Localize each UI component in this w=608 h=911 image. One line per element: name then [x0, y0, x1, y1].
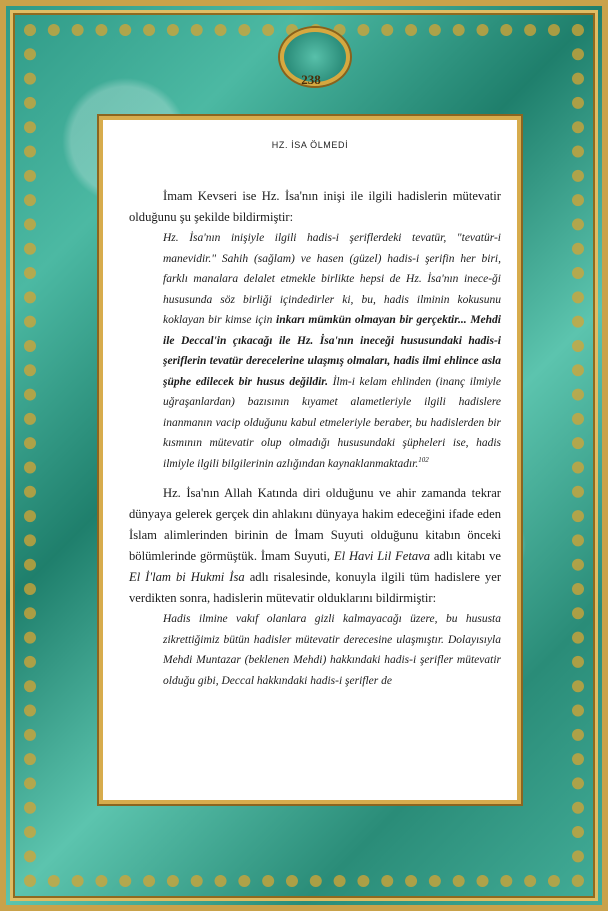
paragraph-2-part-1: Hz. İsa'nın Allah Katında diri olduğunu ve ahir zamanda tekrar dünyaya gelerek gerçek din ahlakını dünyaya hakim edeceğini ifade eden İslam alimlerinden birinin de İmam Suyuti olduğunu kitabın önceki bölümlerinde görmüştük. İmam Suyuti,: [129, 486, 501, 563]
paragraph-1: İmam Kevseri ise Hz. İsa'nın inişi ile ilgili hadislerin mütevatir olduğunu şu şekilde bildirmiştir:: [129, 189, 501, 224]
book-title-1: El Havi Lil Fetava: [333, 549, 431, 563]
quote-1: [163, 228, 501, 474]
text-panel: [103, 120, 517, 800]
quote-1-bold: inkarı mümkün olmayan bir gerçektir... Mehdi ile Deccal'in çıkacağı ile Hz. İsa'nın ineceği hususundaki hadis-i şeriflerin tevatür derecelerine ulaşmış olmaları, hadis ilmi ehlince asla şüphe edilecek bir husus değildir.: [163, 314, 502, 388]
quote-1-part-1: Hz. İsa'nın inişiyle ilgili hadis-i şeriflerdeki tevatür, "tevatür-i manevidir." Sahih (sağlam) ve hasen (güzel) hadis-i şerifin her biri, farklı manalara delalet etmekle birlikte hepsi de Hz. İsa'nın inece-ği hususunda söz birliği içindedirler ki, bu, hadis ilminin kokusunu koklayan bir kimse için: [163, 232, 501, 326]
paragraph-2: [129, 483, 501, 609]
page-body: [129, 186, 501, 691]
quote-2: Hadis ilmine vakıf olanlara gizli kalmayacağı üzere, bu hususta zikrettiğimiz bütün hadisler mütevatir derecesine ulaşmıştır. Dolayısıyla Mehdi Muntazar (beklenen Mehdi) hakkındaki hadis-i şerifler mütevatir olduğu gibi, Deccal hakkındaki hadis-i şerifler de: [163, 613, 501, 687]
page-number: 238: [301, 72, 321, 87]
book-title-2: El İ'lam bi Hukmi İsa: [129, 570, 245, 584]
quote-1-part-2: İlm-i kelam ehlinden (inanç ilmiyle uğraşanlardan) bazısının kıyamet alametleriyle ilgili hadislere inanmanın vacip olduğunu kabul etmeleriyle beraber, bu hadislerden bir kısmının mütevatir olup olmadığı hususundaki şüpheleri ise, hadis ilmiyle ilgili bilgilerinin azlığından kaynaklanmaktadır.: [163, 375, 501, 470]
paragraph-2-part-3: adlı risalesinde, konuyla ilgili tüm hadislere yer verdikten sonra, hadislerin mütevatir olduklarını bildirmiştir:: [129, 570, 502, 605]
footnote-ref[interactable]: 102: [418, 455, 429, 464]
running-header: HZ. İSA ÖLMEDİ: [271, 140, 349, 150]
paragraph-2-part-2: adlı kitabı ve: [430, 549, 502, 563]
